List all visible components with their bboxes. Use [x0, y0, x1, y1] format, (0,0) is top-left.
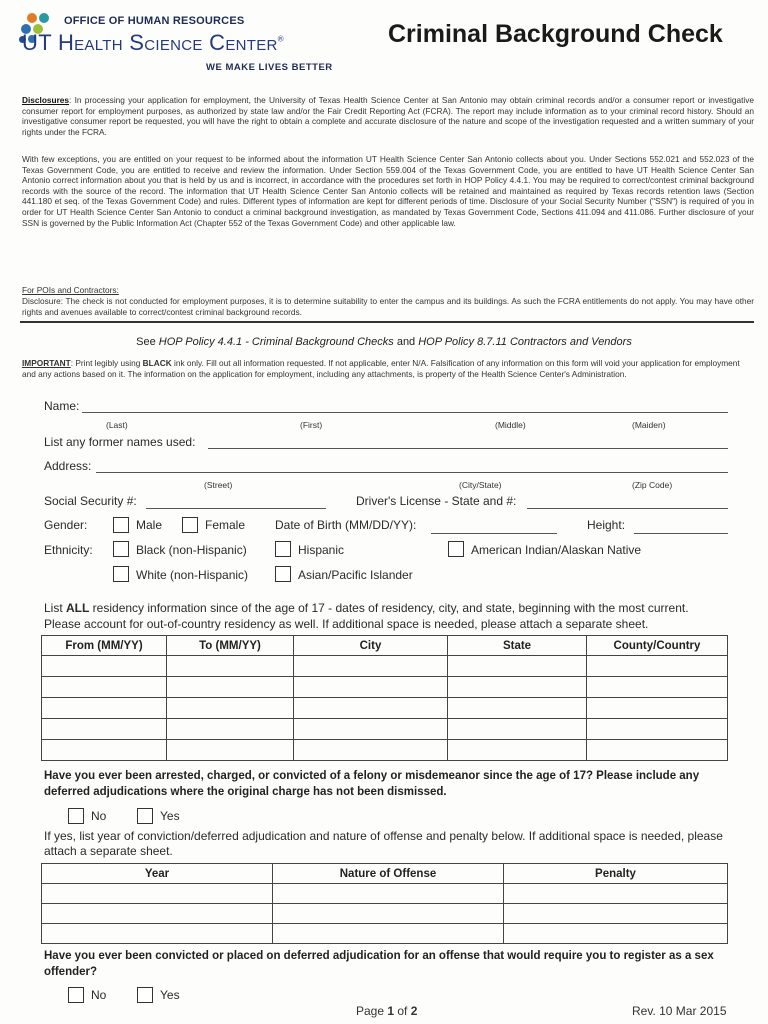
- arrest-yes-label: Yes: [160, 809, 180, 823]
- org-name: UT Health Science Center®: [22, 30, 284, 55]
- table-row[interactable]: [42, 677, 728, 698]
- height-label: Height:: [587, 518, 626, 532]
- gender-female-label: Female: [205, 518, 246, 532]
- table-row[interactable]: [42, 884, 728, 904]
- offense-header-row: [42, 864, 728, 884]
- table-row[interactable]: [42, 904, 728, 924]
- name-sub-middle: (Middle): [495, 420, 526, 430]
- gender-label: Gender:: [44, 518, 88, 532]
- address-sub-city-state: (City/State): [459, 480, 502, 490]
- ethnicity-hispanic-label: Hispanic: [298, 543, 345, 557]
- table-row[interactable]: [42, 924, 728, 944]
- ssn-field[interactable]: [146, 508, 326, 509]
- dob-field[interactable]: [431, 533, 557, 534]
- disclosures-paragraph: Disclosures: In processing your application for employment, the University of Texas Health Science Center at San Antonio may obtain criminal records and/or a consumer report or investigative consumer report for employment purposes, as authorized by state law and/or the Fair Credit Reporting Act (FCRA). The report may include information as to your criminal record history. Should an investigative consumer report be requested, you will have the right to obtain a complete and accurate disclosure of the nature and scope of the investigation requested and a written summary of your rights under the FCRA.: [22, 95, 754, 137]
- arrest-followup-instructions: If yes, list year of conviction/deferred adjudication and nature of offense and penalty below. If additional space is needed, please attach a separate sheet.: [44, 829, 723, 858]
- ethnicity-asian-label: Asian/Pacific Islander: [298, 568, 413, 582]
- ssn-label: Social Security #:: [44, 494, 137, 508]
- residency-header-row: [42, 636, 728, 656]
- table-row[interactable]: [42, 698, 728, 719]
- name-field[interactable]: [82, 412, 728, 413]
- address-sub-zip: (Zip Code): [632, 480, 673, 490]
- office-name: OFFICE OF HUMAN RESOURCES: [64, 15, 245, 27]
- col-year: Year: [42, 864, 273, 884]
- address-sub-street: (Street): [204, 480, 233, 490]
- col-county-country: County/Country: [587, 636, 728, 656]
- table-row[interactable]: [42, 719, 728, 740]
- ethnicity-asian-checkbox[interactable]: [275, 566, 291, 582]
- dob-label: Date of Birth (MM/DD/YY):: [275, 518, 417, 532]
- col-to: To (MM/YY): [167, 636, 294, 656]
- org-tagline: WE MAKE LIVES BETTER: [206, 62, 333, 73]
- former-names-label: List any former names used:: [44, 435, 196, 449]
- page-indicator: Page 1 of 2: [356, 1004, 418, 1018]
- address-label: Address:: [44, 459, 92, 473]
- address-field[interactable]: [96, 472, 728, 473]
- poi-disclosure: Disclosure: The check is not conducted for employment purposes, it is to determine suitability to enter the campus and its buildings. As such the FCRA entitlements do not apply. You may have other rights and avenues available to correct/contest criminal background records.: [22, 296, 754, 317]
- col-penalty: Penalty: [504, 864, 728, 884]
- col-from: From (MM/YY): [42, 636, 167, 656]
- arrest-question: Have you ever been arrested, charged, or convicted of a felony or misdemeanor since the age of 17? Please include any deferred adjudications where the original charge has not been dismissed.: [44, 770, 700, 798]
- ethnicity-native-label: American Indian/Alaskan Native: [471, 543, 642, 557]
- table-row[interactable]: [42, 656, 728, 677]
- arrest-no-checkbox[interactable]: [68, 808, 84, 824]
- table-row[interactable]: [42, 740, 728, 761]
- gender-male-checkbox[interactable]: [113, 517, 129, 533]
- sex-offender-no-label: No: [91, 988, 107, 1002]
- sex-offender-no-checkbox[interactable]: [68, 987, 84, 1003]
- residency-table: [41, 635, 728, 761]
- policy-reference: See HOP Policy 4.4.1 - Criminal Background Checks and HOP Policy 8.7.11 Contractors and Vendors: [136, 336, 632, 348]
- ethnicity-black-label: Black (non-Hispanic): [136, 543, 247, 557]
- col-city: City: [294, 636, 448, 656]
- gender-female-checkbox[interactable]: [182, 517, 198, 533]
- former-names-field[interactable]: [208, 448, 728, 449]
- ethnicity-white-label: White (non-Hispanic): [136, 568, 249, 582]
- sex-offender-yes-checkbox[interactable]: [137, 987, 153, 1003]
- section-divider: [20, 321, 754, 323]
- sex-offender-yes-label: Yes: [160, 988, 180, 1002]
- name-sub-last: (Last): [106, 420, 128, 430]
- col-nature-of-offense: Nature of Offense: [273, 864, 504, 884]
- poi-heading: For POIs and Contractors:: [22, 285, 119, 295]
- col-state: State: [448, 636, 587, 656]
- important-notice: IMPORTANT: Print legibly using BLACK ink only. Fill out all information requested. If not applicable, enter N/A. Falsification of any information on this form will void your application for employment and any actions based on it. The information on the application for employment, including any attachments, is property of the Health Science Center's Administration.: [22, 358, 740, 379]
- gender-male-label: Male: [136, 518, 163, 532]
- drivers-license-field[interactable]: [527, 508, 728, 509]
- offense-table: [41, 863, 728, 944]
- name-sub-first: (First): [300, 420, 323, 430]
- form-title: Criminal Background Check: [388, 20, 723, 48]
- sex-offender-question: Have you ever been convicted or placed on deferred adjudication for an offense that would require you to register as a sex offender?: [44, 950, 714, 978]
- arrest-yes-checkbox[interactable]: [137, 808, 153, 824]
- ethnicity-black-checkbox[interactable]: [113, 541, 129, 557]
- name-sub-maiden: (Maiden): [632, 420, 666, 430]
- ethnicity-label: Ethnicity:: [44, 543, 93, 557]
- ethnicity-white-checkbox[interactable]: [113, 566, 129, 582]
- ethnicity-native-checkbox[interactable]: [448, 541, 464, 557]
- arrest-no-label: No: [91, 809, 107, 823]
- revision-date: Rev. 10 Mar 2015: [632, 1004, 727, 1018]
- ethnicity-hispanic-checkbox[interactable]: [275, 541, 291, 557]
- name-label: Name:: [44, 399, 80, 413]
- rights-paragraph: With few exceptions, you are entitled on your request to be informed about the information UT Health Science Center San Antonio collects about you. Under Sections 552.021 and 552.023 of the Texas Government Code, you are entitled to receive and review the information. Under Section 559.004 of the Texas Government Code, you are entitled to have UT Health Science Center San Antonio correct information about you that is held by us and is incorrect, in accordance with the procedures set forth in HOP Policy 4.4.1. You may be required to correct/contest criminal background records with the source of the record. The information that UT Health Science Center San Antonio collects will be retained and maintained as required by Texas records retention laws (Section 441.180 et seq. of the Texas Government Code) and rules. Different types of information are kept for different periods of time. Disclosure of your Social Security Number ("SSN") is required of you in order for UT Health Science Center San Antonio to conduct a criminal background investigation, as mandated by Texas Government Code, Sections 411.094 and 411.086. Further disclosure of your SSN is governed by the Public Information Act (Chapter 552 of the Texas Government Code) and other applicable law.: [22, 154, 754, 228]
- height-field[interactable]: [634, 533, 728, 534]
- residency-instructions: List ALL residency information since of the age of 17 - dates of residency, city, and state, beginning with the most current. Please account for out-of-country residency as well. If additional space is needed, please attach a separate sheet.: [44, 601, 689, 631]
- drivers-license-label: Driver's License - State and #:: [356, 494, 517, 508]
